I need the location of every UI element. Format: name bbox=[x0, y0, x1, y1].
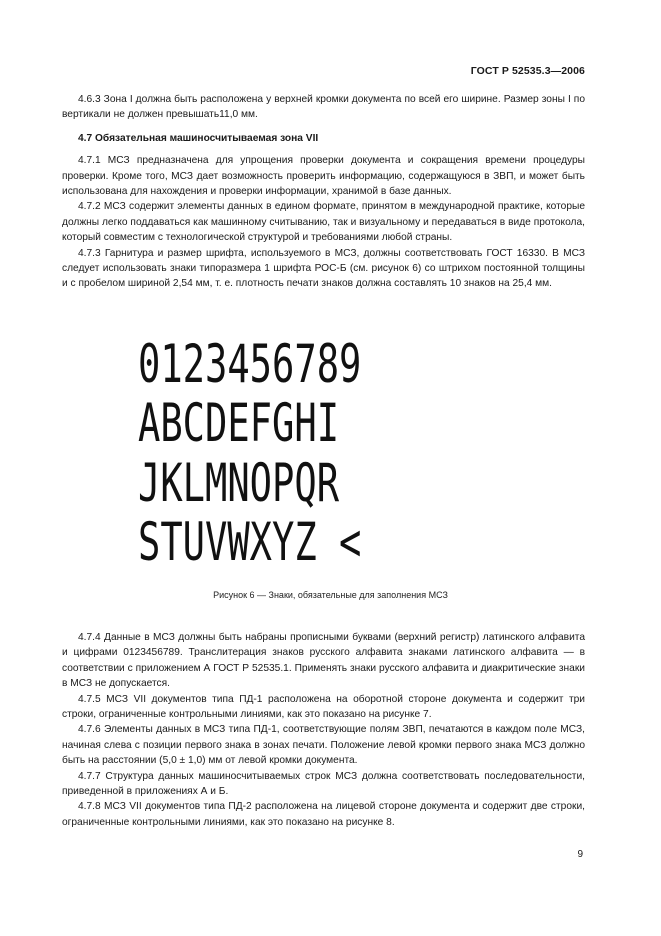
text-block-bottom bbox=[62, 630, 585, 830]
figure-caption: Рисунок 6 — Знаки, обязательные для заполнения МСЗ bbox=[213, 590, 448, 600]
text-block-top bbox=[62, 92, 585, 292]
figure-row-j-r: JKLMNOPQR bbox=[138, 453, 340, 514]
document-header: ГОСТ Р 52535.3—2006 bbox=[470, 65, 585, 77]
paragraph-4-7-1: 4.7.1 МСЗ предназначена для упрощения проверки документа и сокращения времени процедуры проверки. Кроме того, МСЗ дает возможность проверить информацию, содержащуюся в ЗВП, и может быть использована для нахождения и проверки информации, хранимой в базе данных. bbox=[62, 155, 585, 198]
section-title: 4.7 Обязательная машиносчитываемая зона VII bbox=[78, 132, 319, 144]
paragraph-4-7-4: 4.7.4 Данные в МСЗ должны быть набраны прописными буквами (верхний регистр) латинского алфавита и цифрами 0123456789. Транслитерация знаков русского алфавита знаками латинского алфавита — в соответствии с приложением А ГОСТ Р 52535.1. Применять знаки русского алфавита и диакритические знаки в МСЗ не допускается. bbox=[62, 632, 585, 690]
paragraph-4-7-7: 4.7.7 Структура данных машиносчитываемых строк МСЗ должна соответствовать последовательности, приведенной в приложениях А и Б. bbox=[62, 770, 585, 798]
paragraph-4-7-5: 4.7.5 МСЗ VII документов типа ПД-1 расположена на оборотной стороне документа и содержит три строки, ограниченные контрольными линиями, как это показано на рисунке 7. bbox=[62, 693, 585, 721]
figure-row-digits: 0123456789 bbox=[138, 334, 362, 395]
figure-row-s-z: STUVWXYZ < bbox=[138, 512, 362, 573]
paragraph-4-7-3: 4.7.3 Гарнитура и размер шрифта, используемого в МСЗ, должны соответствовать ГОСТ 16330. В МСЗ следует использовать знаки типоразмера 1 шрифта РОС-Б (см. рисунок 6) со штрихом постоянной толщины и с пробелом шириной 2,54 мм, т. е. плотность печати знаков должна составлять 10 знаков на 25,4 мм. bbox=[62, 247, 585, 290]
figure-row-a-i: ABCDEFGHI bbox=[138, 393, 340, 454]
paragraph-4-7-2: 4.7.2 МСЗ содержит элементы данных в едином формате, принятом в международной практике, которые должны легко поддаваться как машинному считыванию, так и визуальному и передаваться в виде протокола, который совместим с технологической структурой и требованиями любой страны. bbox=[62, 201, 585, 244]
paragraph-4-7-6: 4.7.6 Элементы данных в МСЗ типа ПД-1, соответствующие полям ЗВП, печатаются в каждом поле МСЗ, начиная слева с позиции первого знака в зонах печати. Положение левой кромки первого знака МСЗ должно быть на расстоянии (5,0 ± 1,0) мм от левой кромки документа. bbox=[62, 724, 585, 767]
paragraph-4-6-3: 4.6.3 Зона I должна быть расположена у верхней кромки документа по всей его ширине. Размер зоны I по вертикали не должен превышать11,0 мм. bbox=[62, 94, 585, 121]
paragraph-4-7-8: 4.7.8 МСЗ VII документов типа ПД-2 расположена на лицевой стороне документа и содержит две строки, ограниченные контрольными линиями, как это показано на рисунке 8. bbox=[62, 801, 585, 828]
ocr-font-figure bbox=[0, 334, 661, 578]
page-number: 9 bbox=[577, 849, 583, 860]
